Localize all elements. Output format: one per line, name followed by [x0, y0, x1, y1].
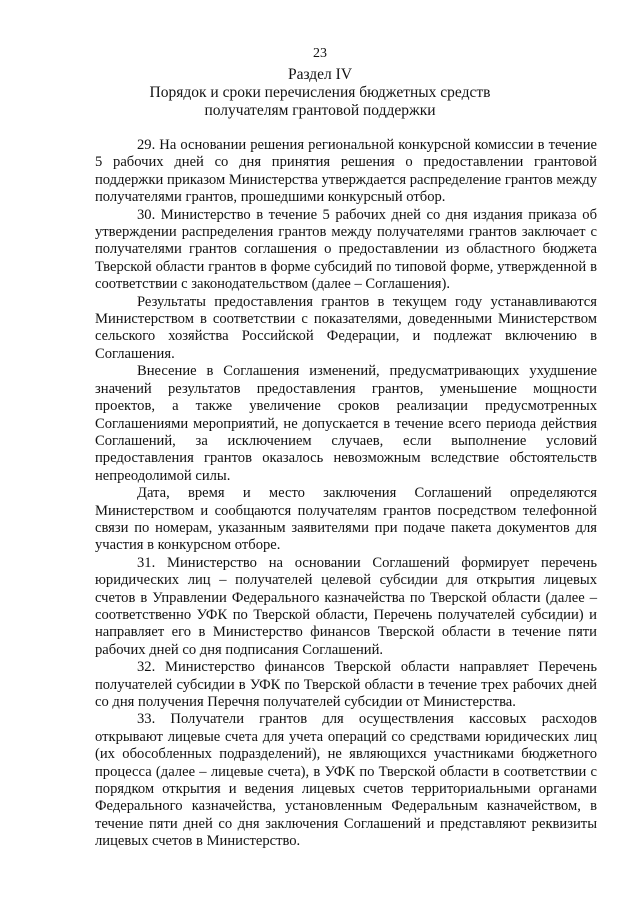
paragraph-date-time-place: Дата, время и место заключения Соглашений определяются Министерством и сообщаются получателям грантов посредством телефонной связи по номерам, указанным заявителями при подаче пакета документов для участия в конкурсном отборе. — [95, 485, 597, 554]
section-subtitle-line-1: Порядок и сроки перечисления бюджетных средств — [149, 84, 491, 101]
paragraph-33: 33. Получатели грантов для осуществления кассовых расходов открывают лицевые счета для учета операций со средствами юридических лиц (их обособленных подразделений), не являющихся участниками бюджетного процесса (далее – лицевые счета), в УФК по Тверской области в соответствии с порядком открытия и ведения лицевых счетов территориальными органами Федерального казначейства, установленным Федеральным казначейством, в течение пяти дней со дня заключения Соглашений и представляют реквизиты лицевых счетов в Министерство. — [95, 711, 597, 850]
paragraph-32: 32. Министерство финансов Тверской области направляет Перечень получателей субсидии в УФК по Тверской области в течение трех рабочих дней со дня получения Перечня получателей субсидии от Министерства. — [95, 659, 597, 710]
paragraph-amendments: Внесение в Соглашения изменений, предусматривающих ухудшение значений результатов предоставления грантов, уменьшение мощности проектов, а также увеличение сроков реализации предусмотренных Соглашениями мероприятий, не допускается в течение всего периода действия Соглашений, за исключением случаев, если выполнение условий предоставления грантов оказалось невозможным вследствие обстоятельств непреодолимой силы. — [95, 363, 597, 484]
paragraph-30: 30. Министерство в течение 5 рабочих дней со дня издания приказа об утверждении распределения грантов между получателями грантов заключает с получателями грантов соглашения о предоставлении из областного бюджета Тверской области грантов в форме субсидий по типовой форме, утвержденной в соответствии с законодательством (далее – Соглашения). — [95, 206, 597, 293]
body-text — [95, 137, 597, 851]
section-subtitle-line-2: получателям грантовой поддержки — [204, 102, 436, 119]
page-number: 23 — [313, 46, 327, 61]
paragraph-results: Результаты предоставления грантов в текущем году устанавливаются Министерством в соответствии с показателями, доведенными Министерством сельского хозяйства Российской Федерации, и подлежат включению в Соглашения. — [95, 293, 597, 362]
section-heading — [0, 66, 640, 120]
paragraph-31: 31. Министерство на основании Соглашений формирует перечень юридических лиц – получателей целевой субсидии для открытия лицевых счетов в Управлении Федерального казначейства по Тверской области (далее – соответственно УФК по Тверской области, Перечень получателей субсидии) и направляет его в Министерство финансов Тверской области в течение пяти рабочих дней со дня подписания Соглашений. — [95, 554, 597, 658]
section-title: Раздел IV — [287, 66, 353, 83]
paragraph-29: 29. На основании решения региональной конкурсной комиссии в течение 5 рабочих дней со дня принятия решения о предоставлении грантовой поддержки приказом Министерства утверждается распределение грантов между получателями грантов, прошедшими конкурсный отбор. — [95, 137, 597, 206]
